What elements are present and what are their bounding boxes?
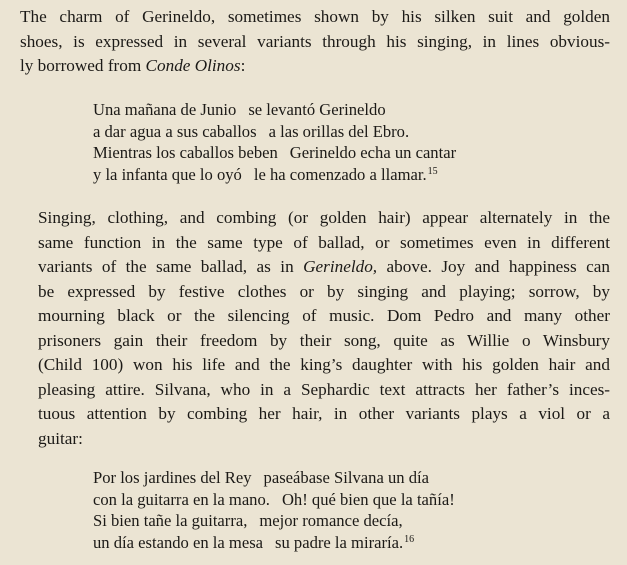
hemistich: con la guitarra en la mano. [93, 489, 270, 509]
footnote-marker: 16 [404, 533, 415, 545]
paragraph-1 [20, 5, 610, 79]
hemistich: Mientras los caballos beben [93, 143, 278, 162]
paragraph-line: same function in the same type of ballad, or sometimes even in different [38, 232, 610, 252]
verse-line [93, 164, 563, 186]
hemistich: su padre la miraría. [275, 532, 404, 552]
hemistich: Si bien tañe la guitarra, [93, 511, 248, 530]
paragraph-2 [20, 206, 610, 451]
hemistich: Por los jardines del Rey [93, 468, 252, 487]
hemistich: se levantó Gerineldo [248, 100, 386, 119]
paragraph-line: pleasing attire. Silvana, who in a Sephardic text attracts her father’s inces- [38, 379, 610, 399]
hemistich: Gerineldo echa un cantar [289, 143, 457, 162]
verse-line [93, 121, 563, 143]
verse-line [93, 467, 563, 489]
hemistich: Una mañana de Junio [93, 100, 237, 119]
paragraph-line: guitar: [38, 428, 83, 448]
paragraph-line: be expressed by festive clothes or by singing and playing; sorrow, by [38, 281, 610, 301]
paragraph-line: (Child 100) won his life and the king’s daughter with his golden hair and [38, 355, 610, 374]
hemistich: y la infanta que lo oyó [93, 164, 242, 184]
paragraph-line [20, 255, 610, 280]
title-italic: Conde Olinos [145, 56, 241, 75]
hemistich: mejor romance decía, [259, 511, 403, 530]
verse-line [93, 510, 563, 532]
hemistich: Oh! qué bien que la tañía! [281, 489, 455, 509]
hemistich: un día estando en la mesa [93, 532, 264, 552]
text-run: : [240, 56, 246, 75]
verse-line [93, 99, 563, 121]
paragraph-line: tuous attention by combing her hair, in other variants plays a viol or a [38, 404, 610, 423]
verse-block-1 [93, 99, 563, 185]
hemistich: a las orillas del Ebro. [268, 121, 410, 141]
verse-line [93, 489, 563, 511]
verse-line [93, 142, 563, 164]
verse-line [93, 532, 563, 554]
hemistich: a dar agua a sus caballos [93, 121, 257, 141]
paragraph-line: mourning black or the silencing of music. Dom Pedro and many other [38, 306, 610, 325]
text-run: variants of the same ballad, as in [38, 257, 304, 276]
title-italic: Gerineldo, [303, 257, 378, 276]
text-run: ly borrowed from [20, 56, 146, 75]
text-run: above. Joy and happiness can [377, 257, 610, 276]
hemistich: paseábase Silvana un día [263, 468, 429, 487]
paragraph-line: prisoners gain their freedom by their song, quite as Willie o Winsbury [38, 330, 610, 350]
paragraph-line: shoes, is expressed in several variants through his singing, in lines obvious- [20, 31, 610, 51]
paragraph-line [20, 54, 610, 79]
paragraph-line: Singing, clothing, and combing (or golden hair) appear alternately in the [38, 208, 610, 227]
hemistich: le ha comenzado a llamar. [253, 164, 427, 184]
paragraph-line: The charm of Gerineldo, sometimes shown by his silken suit and golden [20, 7, 610, 26]
verse-block-2 [93, 467, 563, 553]
footnote-marker: 15 [427, 165, 438, 177]
